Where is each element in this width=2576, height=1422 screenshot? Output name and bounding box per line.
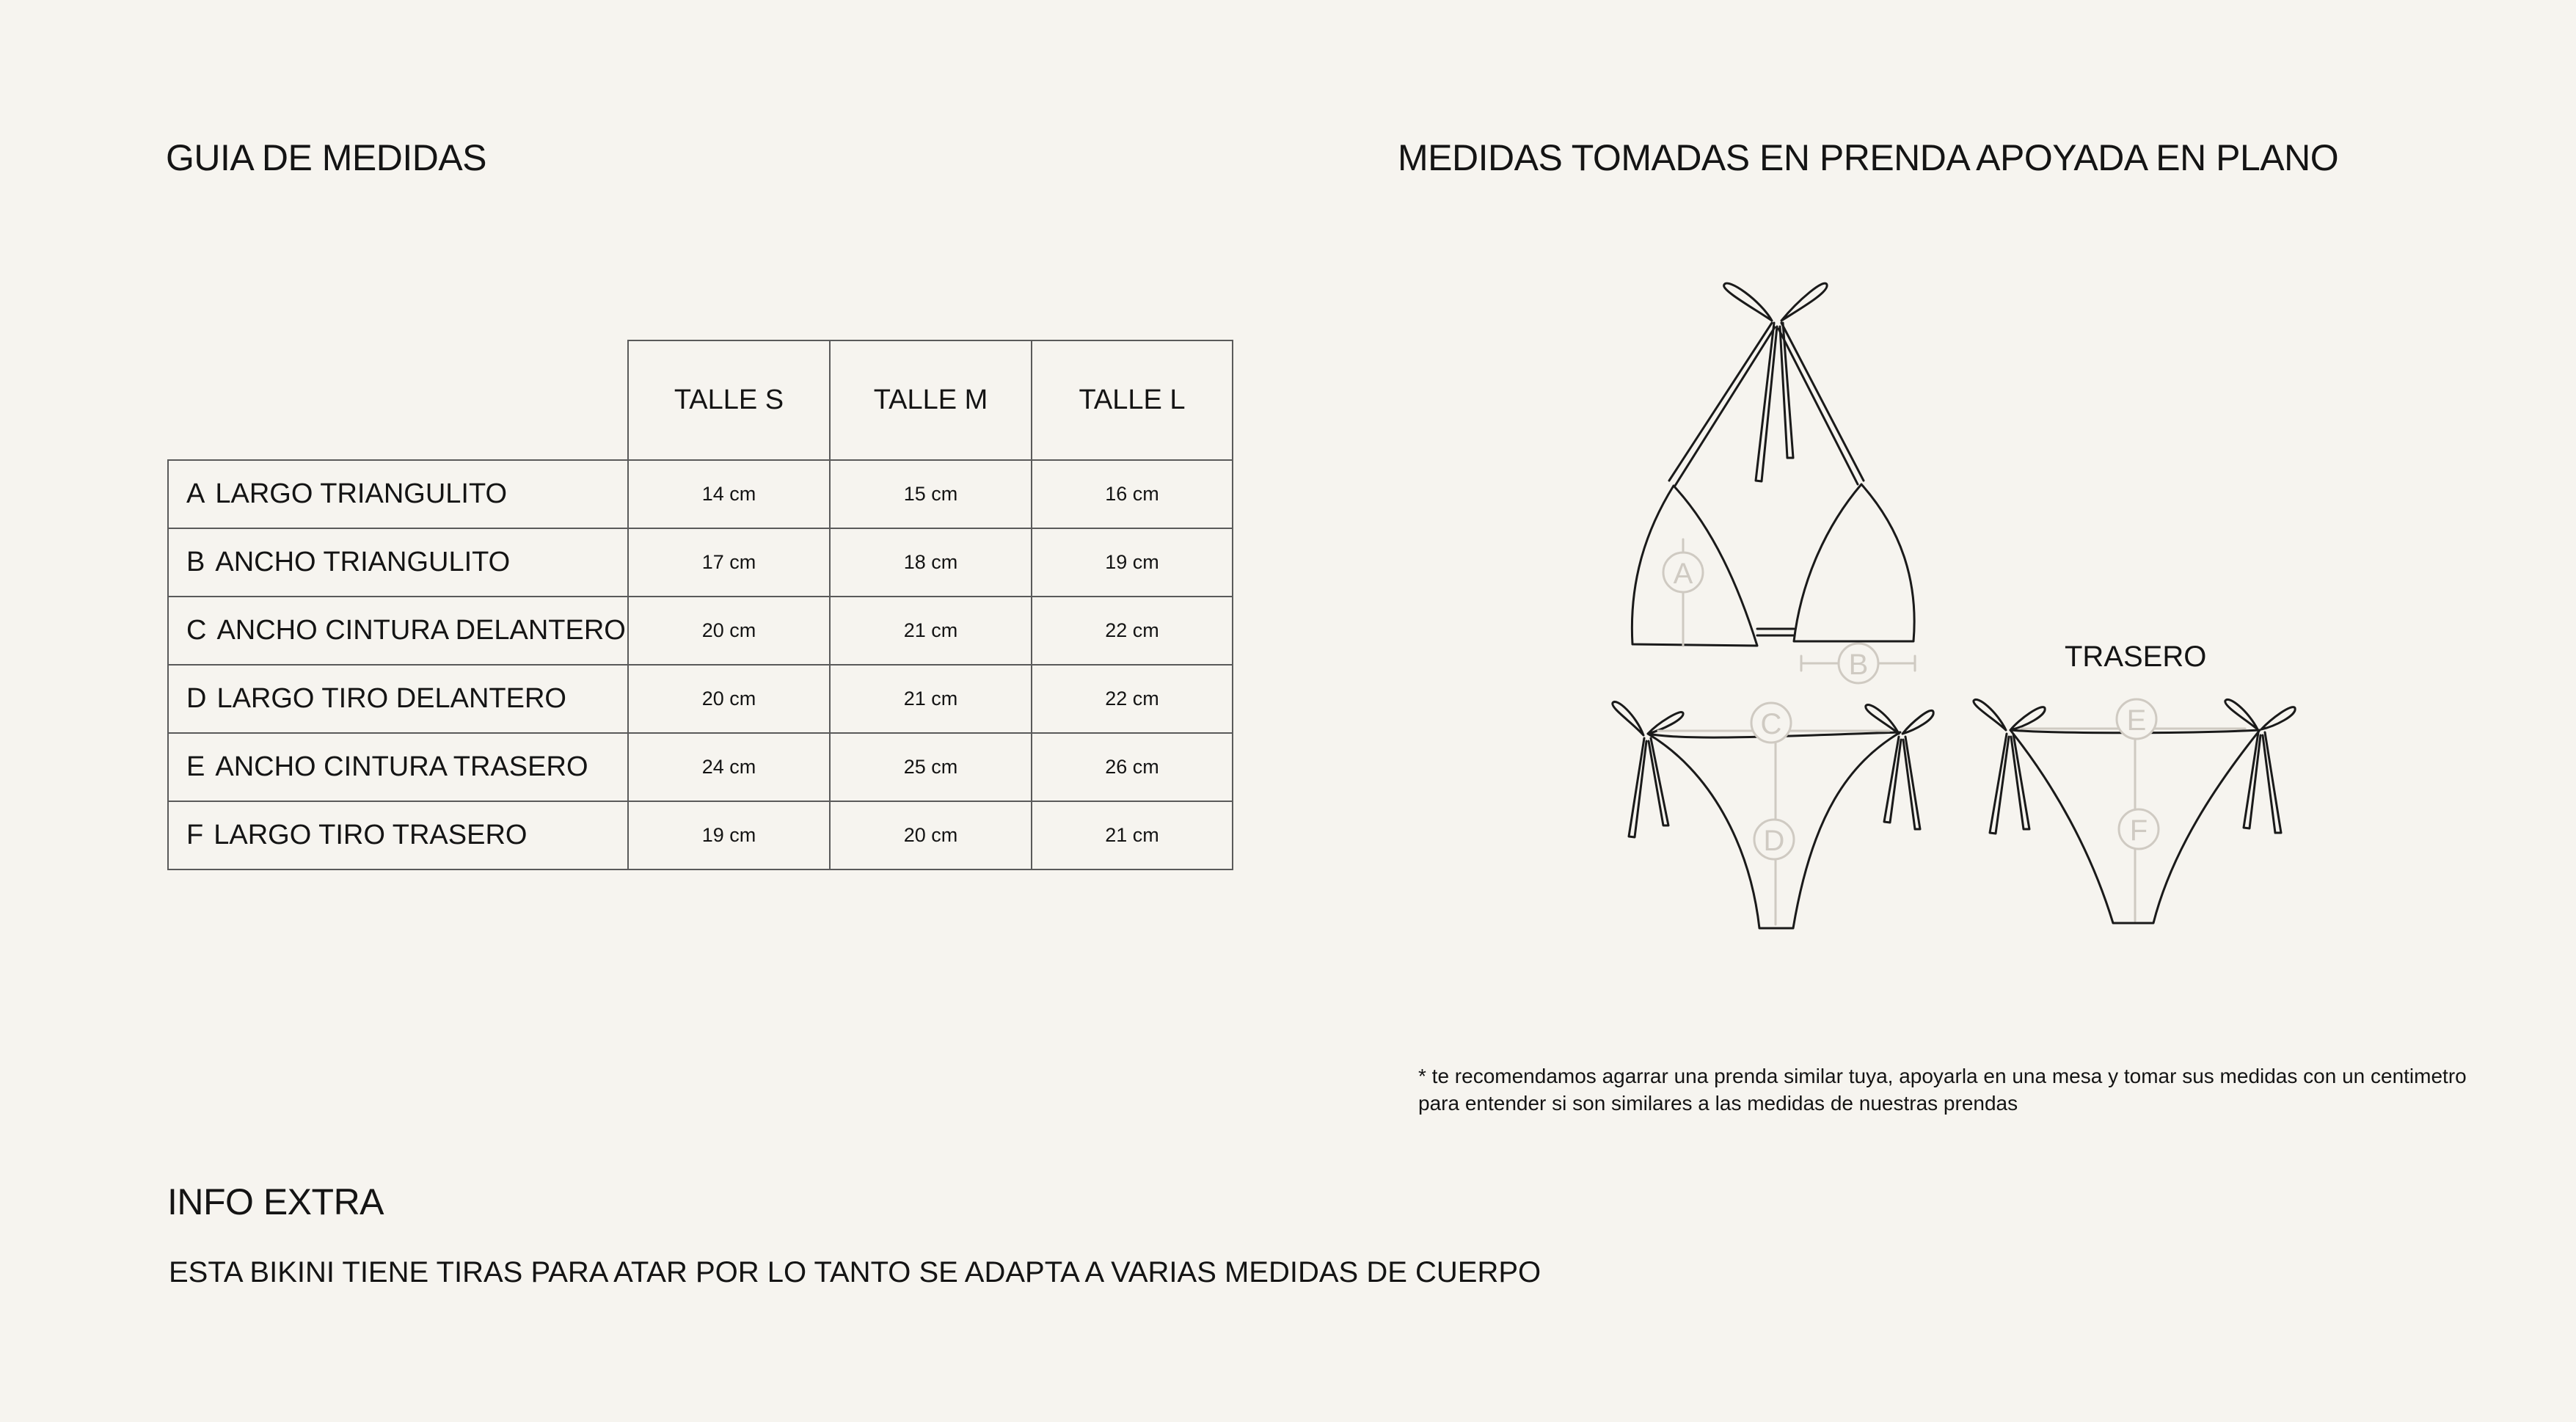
back-right-bow-loop-2: [2261, 707, 2295, 729]
column-header-size-m: TALLE M: [830, 340, 1032, 460]
size-m-value: 25 cm: [830, 733, 1032, 801]
row-label-text: ANCHO CINTURA TRASERO: [215, 751, 588, 782]
front-left-bow-loop: [1613, 701, 1643, 735]
size-l-value: 16 cm: [1032, 460, 1233, 528]
measurement-markers: [1663, 553, 2159, 859]
bikini-top-drawing: [1632, 283, 1914, 646]
back-left-bow-loop-2: [2010, 707, 2045, 730]
front-right-bow-ends: [1884, 737, 1920, 829]
back-right-bow-ends: [2244, 732, 2281, 833]
right-triangle-cup: [1794, 484, 1914, 641]
info-extra-title: INFO EXTRA: [167, 1181, 384, 1222]
measurement-marker-letters: [1674, 558, 2148, 857]
right-halter-strap: [1778, 323, 1864, 484]
size-m-value: 20 cm: [830, 801, 1032, 869]
marker-f-label: F: [2129, 814, 2148, 847]
row-letter: B: [186, 547, 205, 577]
size-m-value: 15 cm: [830, 460, 1032, 528]
back-left-bow-loop: [1974, 699, 2006, 730]
note-line-2: para entender si son similares a las medidas de nuestras prendas: [1418, 1092, 2018, 1115]
measurement-note: [1418, 1062, 2467, 1117]
marker-c-label: C: [1760, 708, 1782, 740]
row-letter: C: [186, 615, 207, 646]
column-header-size-l: TALLE L: [1032, 340, 1233, 460]
note-line-1: * te recomendamos agarrar una prenda similar tuya, apoyarla en una mesa y tomar sus medidas con un centimetro: [1418, 1065, 2467, 1087]
marker-b-label: B: [1848, 649, 1869, 681]
row-label-text: LARGO TRIANGULITO: [215, 478, 508, 509]
size-l-value: 22 cm: [1032, 597, 1233, 665]
back-view-label: TRASERO: [2065, 641, 2207, 673]
size-l-value: 26 cm: [1032, 733, 1233, 801]
top-bow-left-loop: [1724, 283, 1772, 321]
size-s-value: 14 cm: [628, 460, 830, 528]
row-letter: D: [186, 683, 207, 714]
size-m-value: 18 cm: [830, 528, 1032, 597]
row-label-text: LARGO TIRO TRASERO: [214, 820, 528, 850]
marker-d-label: D: [1763, 825, 1785, 857]
column-header-size-s: TALLE S: [628, 340, 830, 460]
top-bow-right-loop: [1781, 283, 1827, 321]
row-letter: F: [186, 820, 204, 850]
size-l-value: 19 cm: [1032, 528, 1233, 597]
measurement-diagram-title: MEDIDAS TOMADAS EN PRENDA APOYADA EN PLANO: [1398, 137, 2339, 178]
size-s-value: 20 cm: [628, 665, 830, 733]
size-guide-title: GUIA DE MEDIDAS: [166, 137, 487, 178]
row-label-text: LARGO TIRO DELANTERO: [216, 683, 566, 714]
row-label-text: ANCHO CINTURA DELANTERO: [216, 615, 626, 646]
size-m-value: 21 cm: [830, 597, 1032, 665]
size-s-value: 24 cm: [628, 733, 830, 801]
size-s-value: 20 cm: [628, 597, 830, 665]
front-right-bow-loop-2: [1902, 710, 1933, 734]
back-right-bow-loop: [2225, 699, 2258, 729]
size-s-value: 17 cm: [628, 528, 830, 597]
size-l-value: 22 cm: [1032, 665, 1233, 733]
front-left-bow-ends: [1629, 738, 1668, 837]
size-s-value: 19 cm: [628, 801, 830, 869]
row-label-text: ANCHO TRIANGULITO: [215, 547, 511, 577]
marker-a-label: A: [1673, 558, 1693, 590]
front-right-bow-loop: [1866, 705, 1899, 734]
row-letter: E: [186, 751, 205, 782]
row-letter: A: [186, 478, 205, 509]
marker-e-label: E: [2126, 704, 2147, 737]
info-extra-text: ESTA BIKINI TIENE TIRAS PARA ATAR POR LO TANTO SE ADAPTA A VARIAS MEDIDAS DE CUERPO: [169, 1256, 1541, 1288]
size-l-value: 21 cm: [1032, 801, 1233, 869]
center-connector: [1757, 629, 1794, 635]
size-m-value: 21 cm: [830, 665, 1032, 733]
